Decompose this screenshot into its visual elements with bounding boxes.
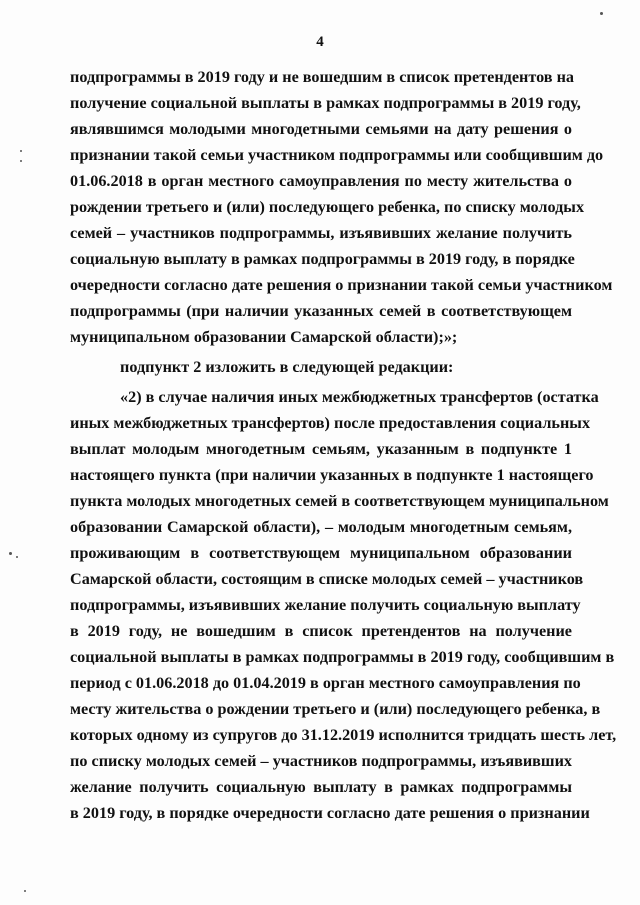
text-line: 01.06.2018 в орган местного самоуправления по месту жительства о (70, 172, 572, 190)
scan-speck (24, 890, 26, 892)
text-line: являвшимся молодыми многодетными семьями на дату решения о (70, 120, 572, 138)
scan-speck (600, 12, 603, 15)
scan-speck (9, 552, 12, 555)
text-line: проживающим в соответствующем муниципальном образовании (70, 544, 572, 562)
text-line: в 2019 году, в порядке очередности согласно дате решения о признании (70, 804, 590, 822)
text-line: очередности согласно дате решения о признании такой семьи участником (70, 276, 613, 294)
text-line: пункта молодых многодетных семей в соответствующем муниципальном (70, 492, 609, 510)
text-line: месту жительства о рождении третьего и (или) последующего ребенка, в (70, 700, 601, 718)
text-line: по списку молодых семей – участников подпрограммы, изъявивших (70, 752, 572, 770)
text-line: социальную выплату в рамках подпрограммы в 2019 году, в порядке (70, 250, 575, 268)
document-body (70, 64, 617, 826)
text-line: Самарской области, состоящим в списке молодых семей – участников (70, 570, 584, 588)
text-line: семей – участников подпрограммы, изъявивших желание получить (70, 224, 572, 242)
text-line: настоящего пункта (при наличии указанных в подпункте 1 настоящего (70, 466, 594, 484)
text-line: подпрограммы (при наличии указанных семей в соответствующем (70, 302, 572, 320)
text-line: желание получить социальную выплату в рамках подпрограммы (70, 778, 572, 796)
page-number: 4 (316, 34, 324, 50)
text-line: признании такой семьи участником подпрограммы или сообщившим до (70, 146, 604, 164)
text-line: «2) в случае наличия иных межбюджетных трансфертов (остатка (120, 388, 599, 406)
text-line: выплат молодым многодетным семьям, указанным в подпункте 1 (70, 440, 572, 458)
scan-speck (20, 150, 22, 152)
text-line: социальной выплаты в рамках подпрограммы в 2019 году, сообщившим в (70, 648, 615, 666)
text-line: подпрограммы, изъявивших желание получить социальную выплату (70, 596, 581, 614)
text-line: муниципальном образовании Самарской области);»; (70, 328, 458, 346)
scan-speck (16, 556, 18, 558)
text-line: иных межбюджетных трансфертов) после предоставления социальных (70, 414, 591, 432)
text-line: рождении третьего и (или) последующего ребенка, по списку молодых (70, 198, 585, 216)
text-line: образовании Самарской области), – молодым многодетным семьям, (70, 518, 572, 536)
text-line: в 2019 году, не вошедшим в список претендентов на получение (70, 622, 572, 640)
text-line: которых одному из супругов до 31.12.2019 исполнится тридцать шесть лет, (70, 726, 617, 744)
text-line: подпрограммы в 2019 году и не вошедшим в список претендентов на (70, 68, 575, 86)
text-line: период с 01.06.2018 до 01.04.2019 в орган местного самоуправления по (70, 674, 581, 692)
text-line: подпункт 2 изложить в следующей редакции: (120, 358, 454, 376)
text-line: получение социальной выплаты в рамках подпрограммы в 2019 году, (70, 94, 581, 112)
scan-speck (20, 160, 22, 162)
